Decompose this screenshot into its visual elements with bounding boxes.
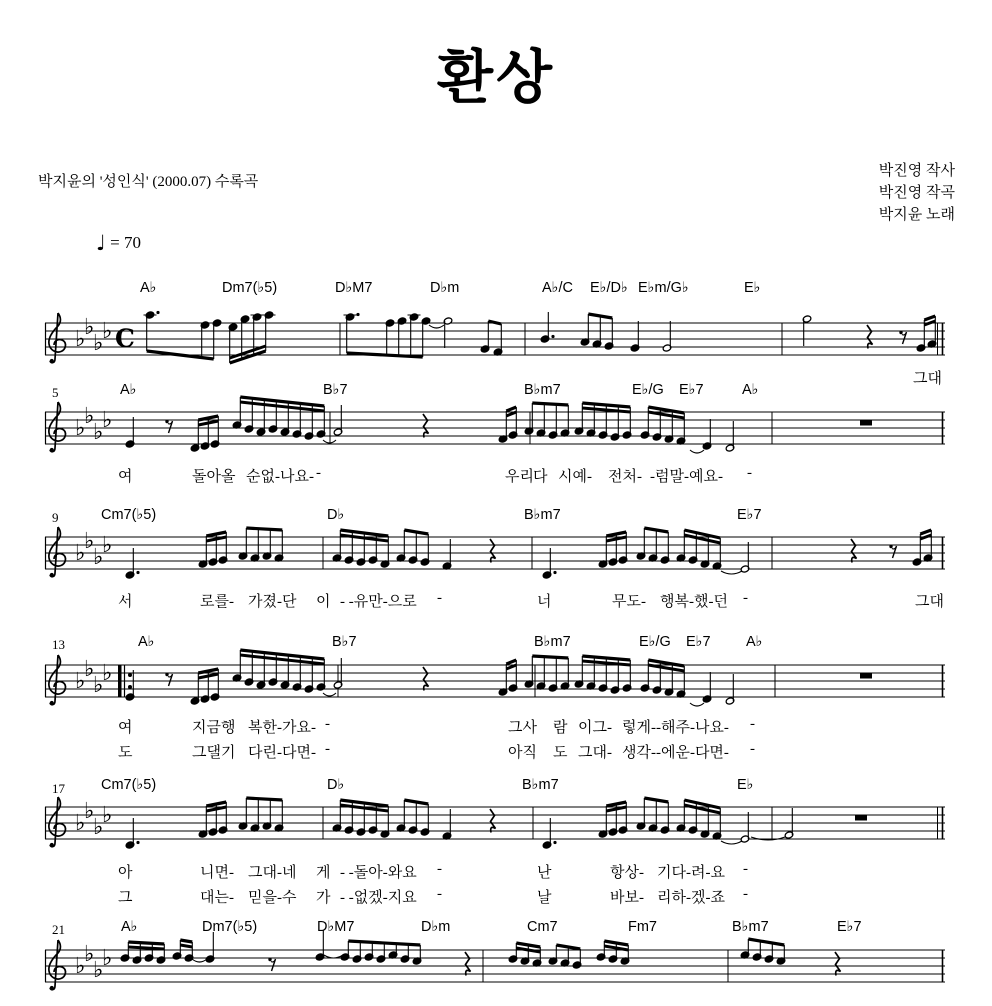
chord-label: B♭m7 <box>534 634 571 650</box>
lyric-syllable: 게 <box>316 865 331 881</box>
svg-text:♭: ♭ <box>93 815 104 840</box>
tempo-value: = 70 <box>110 233 141 252</box>
chord-label: E♭7 <box>837 919 862 935</box>
chord-label: E♭/G <box>632 382 664 398</box>
lyric-syllable: 난 <box>537 865 552 881</box>
lyric-syllable: - <box>743 886 748 902</box>
lyric-syllable: - -없겠-지요 <box>340 890 417 906</box>
lyric-syllable: 그댈기 <box>192 745 236 761</box>
lyric-syllable: 다 <box>533 469 548 485</box>
chord-label: D♭m <box>430 280 460 296</box>
lyric-syllable: 순없-나요- <box>246 469 314 485</box>
chord-label: Cm7(♭5) <box>101 777 157 793</box>
chord-label: E♭7 <box>679 382 704 398</box>
svg-text:♭: ♭ <box>93 673 104 698</box>
lyric-syllable: -럼말-예요- <box>650 469 723 485</box>
svg-text:♭: ♭ <box>102 661 113 686</box>
svg-text:♭: ♭ <box>75 811 86 836</box>
svg-text:♭: ♭ <box>93 958 104 983</box>
key-signature-flats <box>75 404 112 445</box>
chord-label: D♭M7 <box>335 280 373 296</box>
chord-label: A♭ <box>742 382 759 398</box>
lyric-syllable: - <box>437 886 442 902</box>
chord-label: B♭m7 <box>522 777 559 793</box>
chord-label: E♭/D♭ <box>590 280 628 296</box>
svg-text:♭: ♭ <box>93 545 104 570</box>
lyric-syllable: - <box>325 716 330 732</box>
lyric-syllable: 너 <box>537 594 552 610</box>
key-signature-flats <box>75 529 112 570</box>
lyric-syllable: 도 <box>118 745 133 761</box>
chord-label: B♭7 <box>332 634 357 650</box>
lyric-syllable: 그대-네 <box>248 865 297 881</box>
chord-label: A♭ <box>120 382 137 398</box>
svg-text:♭: ♭ <box>75 327 86 352</box>
lyric-syllable: - <box>750 741 755 757</box>
svg-text:♭: ♭ <box>102 408 113 433</box>
chord-label: A♭ <box>138 634 155 650</box>
lyric-syllable: 날 <box>537 890 552 906</box>
lyric-syllable: 그대 <box>915 594 944 610</box>
credit-composer: 박진영 작곡 <box>878 185 955 201</box>
lyric-syllable: 아 <box>118 865 133 881</box>
album-note: 박지윤의 '성인식' (2000.07) 수록곡 <box>38 174 259 190</box>
chord-label: E♭m/G♭ <box>638 280 689 296</box>
notes <box>125 528 933 579</box>
svg-text:♭: ♭ <box>93 331 104 356</box>
svg-text:♭: ♭ <box>102 319 113 344</box>
chord-label: Fm7 <box>628 919 657 935</box>
staff-system-4 <box>45 657 945 721</box>
chord-label: A♭/C <box>542 280 574 296</box>
chord-label: Dm7(♭5) <box>222 280 278 296</box>
lyric-syllable: - <box>316 465 321 481</box>
lyric-syllable: 생각--에운-다면- <box>622 745 729 761</box>
lyric-syllable: - <box>747 465 752 481</box>
lyric-syllable: 대는- <box>200 890 234 906</box>
chord-label: A♭ <box>746 634 763 650</box>
lyric-syllable: - -유만-으로 <box>340 594 417 610</box>
credits <box>879 160 955 226</box>
chord-label: A♭ <box>121 919 138 935</box>
svg-text:♭: ♭ <box>75 954 86 979</box>
chord-label: E♭ <box>744 280 761 296</box>
lyric-syllable: 전처- <box>608 469 642 485</box>
lyric-syllable: 행복-했-던 <box>660 594 728 610</box>
svg-text:♭: ♭ <box>84 529 95 554</box>
lyric-syllable: 여 <box>118 469 133 485</box>
chord-label: D♭m <box>421 919 451 935</box>
lyric-syllable: - <box>325 741 330 757</box>
key-signature-flats <box>75 799 112 840</box>
chord-label: D♭ <box>327 777 345 793</box>
notes <box>125 650 872 706</box>
lyric-syllable: 기다-려-요 <box>657 865 725 881</box>
measure-number: 21 <box>52 922 65 937</box>
lyric-syllable: 아직 <box>508 745 537 761</box>
lyric-syllable: 리하-겠-죠 <box>657 890 725 906</box>
staff-system-1 <box>45 315 945 379</box>
chord-label: D♭ <box>327 507 345 523</box>
chord-label: Cm7 <box>527 919 558 935</box>
lyric-syllable: - <box>437 861 442 877</box>
lyric-syllable: 그대- <box>578 745 612 761</box>
svg-text:♭: ♭ <box>75 416 86 441</box>
notes <box>125 397 872 453</box>
staff-system-3 <box>45 529 945 593</box>
lyric-syllable: 바보- <box>610 890 644 906</box>
lyric-syllable: 렇게--해주-나요- <box>622 720 729 736</box>
notes <box>120 930 840 976</box>
lyric-syllable: 서 <box>118 594 133 610</box>
lyric-syllable: 무도- <box>612 594 646 610</box>
chord-label: B♭m7 <box>524 382 561 398</box>
tempo-marking <box>96 231 141 255</box>
svg-text:♭: ♭ <box>93 420 104 445</box>
chord-label: E♭7 <box>737 507 762 523</box>
lyric-syllable: 그대 <box>913 371 942 387</box>
svg-text:♭: ♭ <box>84 315 95 340</box>
notes <box>125 798 867 849</box>
chord-label: B♭7 <box>323 382 348 398</box>
chord-label: Dm7(♭5) <box>202 919 258 935</box>
lyric-syllable: 항상- <box>610 865 644 881</box>
lyric-syllable: 복한-가요- <box>248 720 316 736</box>
staff-system-5 <box>45 799 945 863</box>
lyric-syllable: 니면- <box>200 865 234 881</box>
svg-text:♭: ♭ <box>84 657 95 682</box>
chord-label: E♭7 <box>686 634 711 650</box>
svg-text:♭: ♭ <box>102 803 113 828</box>
lyric-syllable: - <box>437 590 442 606</box>
chord-label: B♭m7 <box>524 507 561 523</box>
svg-text:♭: ♭ <box>84 942 95 967</box>
quarter-note-icon: ♩ <box>96 231 106 255</box>
lyric-syllable: - <box>750 716 755 732</box>
measure-number: 5 <box>52 385 59 400</box>
lyric-syllable: - <box>743 861 748 877</box>
measure-number: 13 <box>52 637 65 652</box>
song-title: 환상 <box>436 45 556 110</box>
chord-label: E♭ <box>737 777 754 793</box>
lyric-syllable: - <box>743 590 748 606</box>
time-signature: C <box>115 324 135 353</box>
chord-label: A♭ <box>140 280 157 296</box>
credit-lyricist: 박진영 작사 <box>878 163 955 179</box>
lyric-syllable: 우리 <box>505 469 534 485</box>
key-signature-flats <box>75 315 112 356</box>
chord-label: Cm7(♭5) <box>101 507 157 523</box>
lyric-syllable: 그 <box>118 890 133 906</box>
lyric-syllable: - -돌아-와요 <box>340 865 417 881</box>
lyric-syllable: 다린-다면- <box>248 745 316 761</box>
svg-text:♭: ♭ <box>75 669 86 694</box>
key-signature-flats <box>75 657 112 698</box>
chord-label: E♭/G <box>639 634 671 650</box>
lyric-syllable: 그사 <box>508 720 537 736</box>
measure-number: 9 <box>52 510 59 525</box>
lyric-syllable: 지금행 <box>192 720 236 736</box>
chord-label: D♭M7 <box>317 919 355 935</box>
svg-text:♭: ♭ <box>102 946 113 971</box>
key-signature-flats <box>75 942 112 983</box>
measure-number: 17 <box>52 781 65 796</box>
lyric-syllable: 가 <box>316 890 331 906</box>
staff-system-6 <box>45 942 945 1006</box>
lyric-syllable: 도 <box>553 745 568 761</box>
svg-text:♭: ♭ <box>84 799 95 824</box>
lyric-syllable: 로를- <box>200 594 234 610</box>
lyric-syllable: 람 <box>553 720 568 736</box>
lyric-syllable: 이그- <box>578 720 612 736</box>
lyric-syllable: 믿을-수 <box>248 890 297 906</box>
lyric-syllable: 시예- <box>558 469 592 485</box>
staff-system-2 <box>45 404 945 468</box>
svg-text:♭: ♭ <box>102 533 113 558</box>
svg-text:♭: ♭ <box>84 404 95 429</box>
chord-label: B♭m7 <box>732 919 769 935</box>
lyric-syllable: 여 <box>118 720 133 736</box>
lyric-syllable: 가졌-단 <box>248 594 297 610</box>
credit-singer: 박지윤 노래 <box>878 207 955 223</box>
lyric-syllable: 돌아올 <box>192 469 236 485</box>
lyric-syllable: 이 <box>316 594 331 610</box>
svg-text:♭: ♭ <box>75 541 86 566</box>
